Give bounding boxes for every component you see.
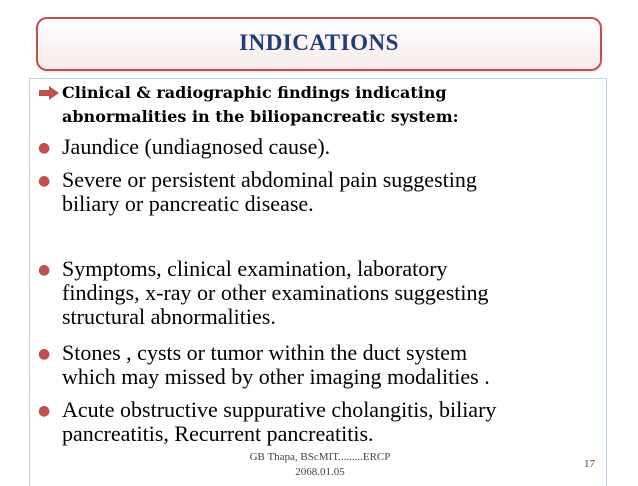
bullet-2-line-1: Severe or persistent abdominal pain suggesting — [62, 167, 477, 192]
bullet-1-line-1: Jaundice (undiagnosed cause). — [62, 134, 331, 159]
intro-text — [62, 81, 602, 129]
footer-author: GB Thapa, BScMIT.........ERCP — [249, 451, 391, 463]
intro-line-1: Clinical & radiographic findings indicating — [62, 83, 447, 102]
bullet-item-2 — [62, 168, 607, 216]
bullet-3-line-1: Symptoms, clinical examination, laboratory — [62, 256, 448, 281]
bullet-3-line-3: structural abnormalities. — [62, 304, 276, 329]
bullet-5-line-2: pancreatitis, Recurrent pancreatitis. — [62, 421, 374, 446]
slide-footer — [210, 450, 430, 480]
footer-date: 2068.01.05 — [295, 466, 345, 478]
arrow-bullet-icon — [39, 86, 59, 100]
bullet-item-5 — [62, 398, 607, 446]
bullet-dot-icon: ● — [38, 173, 51, 189]
slide-title-box — [36, 17, 602, 71]
bullet-item-3 — [62, 257, 607, 329]
bullet-dot-icon: ● — [38, 346, 51, 362]
page-number: 17 — [584, 458, 595, 470]
bullet-2-line-2: biliary or pancreatic disease. — [62, 191, 314, 216]
bullet-4-line-2: which may missed by other imaging modalities . — [62, 364, 490, 389]
bullet-3-line-2: findings, x-ray or other examinations suggesting — [62, 280, 489, 305]
bullet-dot-icon: ● — [38, 262, 51, 278]
bullet-dot-icon: ● — [38, 140, 51, 156]
slide-title: INDICATIONS — [239, 30, 399, 55]
intro-line-2: abnormalities in the biliopancreatic system: — [62, 107, 459, 126]
bullet-5-line-1: Acute obstructive suppurative cholangitis, biliary — [62, 397, 497, 422]
bullet-dot-icon: ● — [38, 403, 51, 419]
bullet-item-1 — [62, 135, 607, 159]
bullet-4-line-1: Stones , cysts or tumor within the duct system — [62, 340, 468, 365]
bullet-item-4 — [62, 341, 607, 389]
